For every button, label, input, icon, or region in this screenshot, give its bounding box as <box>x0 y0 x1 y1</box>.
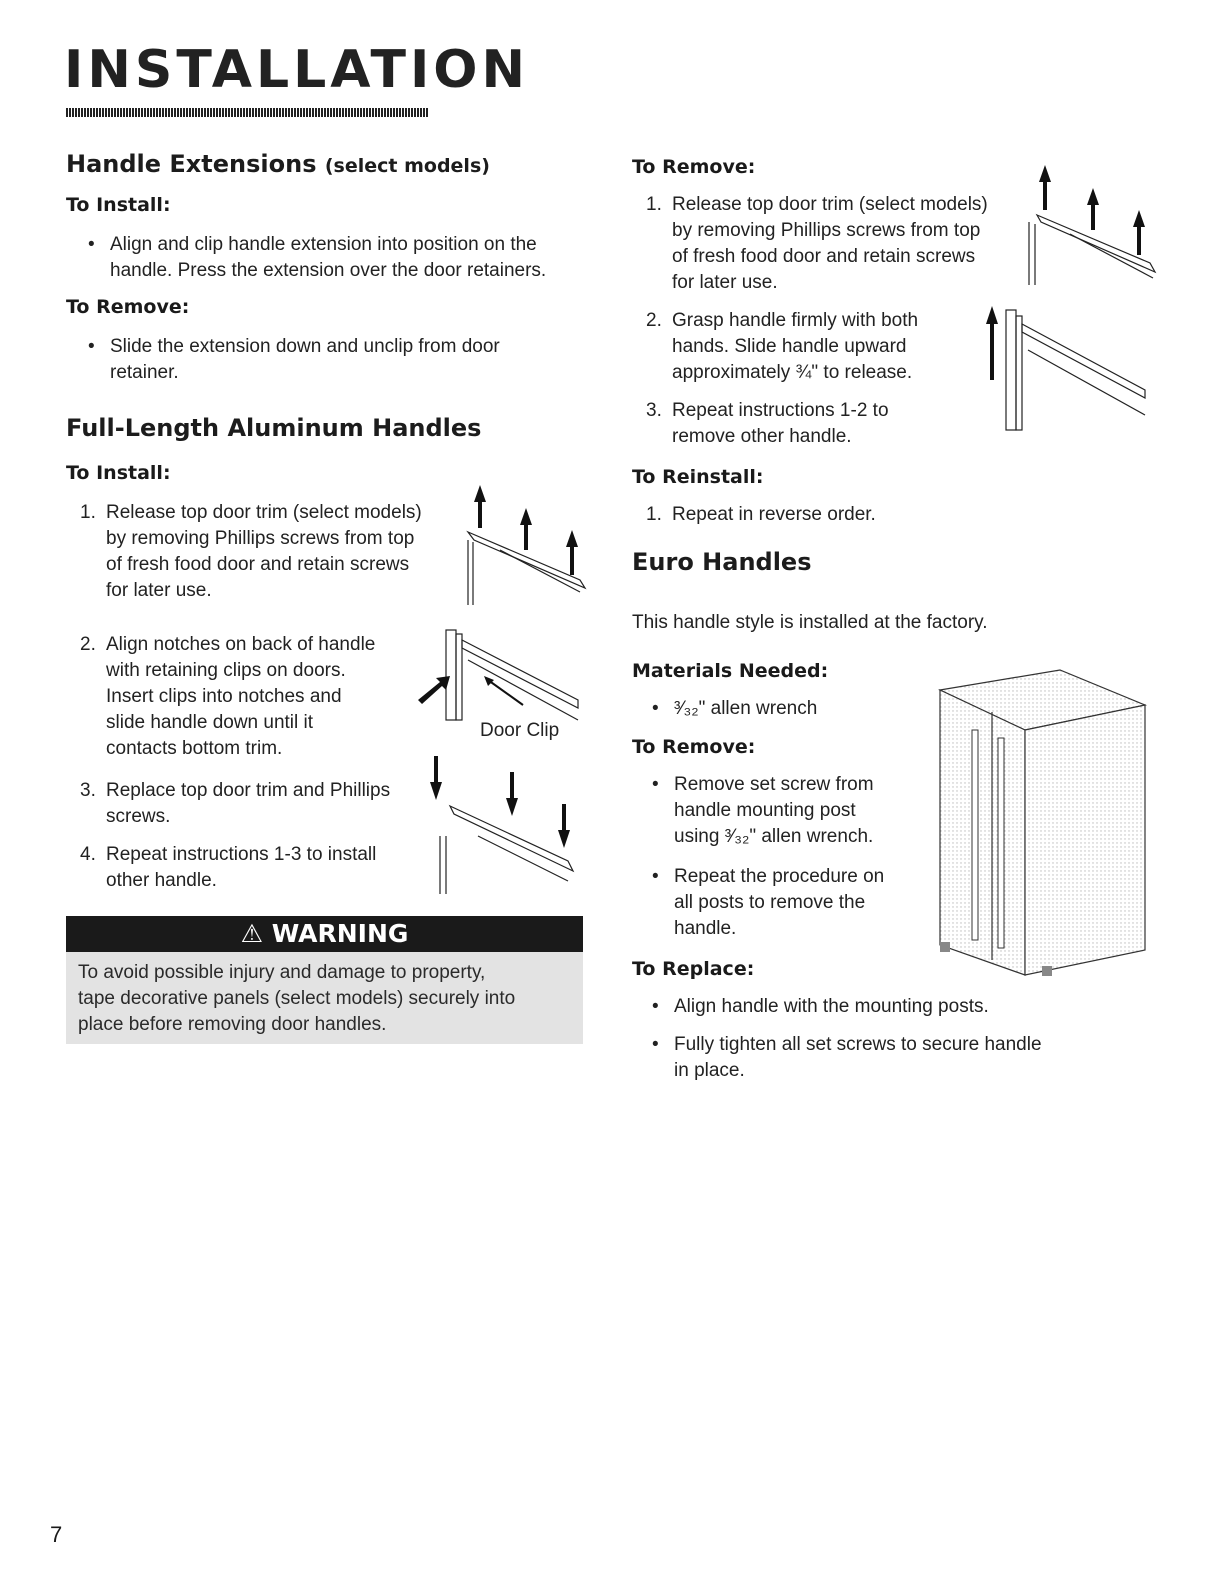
warning-triangle-icon: ⚠ <box>240 919 263 948</box>
title-underline <box>66 108 428 117</box>
materials-item: • ³⁄₃₂" allen wrench <box>652 698 818 719</box>
warning-banner: ⚠ WARNING <box>66 916 583 952</box>
install-step-1: 1. Release top door trim (select models) by removing Phillips screws from top of fresh food door and retain screws for later use. <box>80 502 422 601</box>
trim-replace-figure <box>418 756 588 896</box>
remove-bullet: • Slide the extension down and unclip from door retainer. <box>88 336 500 383</box>
to-remove-label: To Remove: <box>66 296 190 318</box>
euro-replace-bullet-2: • Fully tighten all set screws to secure handle in place. <box>652 1034 1042 1081</box>
to-install-label: To Install: <box>66 194 171 216</box>
remove-step-3: 3. Repeat instructions 1-2 to remove other handle. <box>646 400 889 447</box>
up-arrow-icon <box>986 306 998 380</box>
euro-replace-bullet-1: • Align handle with the mounting posts. <box>652 996 989 1017</box>
euro-intro: This handle style is installed at the factory. <box>632 612 988 633</box>
euro-handle <box>998 738 1004 948</box>
down-arrow-icon <box>430 756 442 800</box>
to-remove-label-right: To Remove: <box>632 156 756 178</box>
pointer-arrow-icon <box>484 676 494 686</box>
page-title: INSTALLATION <box>64 40 530 100</box>
install-step-2: 2. Align notches on back of handle with retaining clips on doors. Insert clips into notches and slide handle down until it contacts bottom trim. <box>80 634 376 759</box>
install-step-4: 4. Repeat instructions 1-3 to install other handle. <box>80 844 377 891</box>
euro-handle <box>972 730 978 940</box>
insert-arrow-icon <box>418 676 450 704</box>
reinstall-step: 1. Repeat in reverse order. <box>646 504 876 525</box>
euro-handles-heading: Euro Handles <box>632 548 812 576</box>
down-arrow-icon <box>558 804 570 848</box>
trim-removal-figure <box>440 480 590 610</box>
remove-step-1: 1. Release top door trim (select models) by removing Phillips screws from top of fresh food door and retain screws for later use. <box>646 194 988 293</box>
euro-remove-bullet-1: • Remove set screw from handle mounting post using ³⁄₃₂" allen wrench. <box>652 774 874 847</box>
to-remove-label-euro: To Remove: <box>632 736 756 758</box>
trim-removal-figure-right <box>1015 160 1165 290</box>
page-number: 7 <box>50 1522 63 1547</box>
remove-step-2: 2. Grasp handle firmly with both hands. Slide handle upward approximately ¾" to release. <box>646 310 919 383</box>
up-arrow-icon <box>1039 165 1051 210</box>
heading-qualifier: (select models) <box>324 155 490 177</box>
full-length-heading: Full-Length Aluminum Handles <box>66 414 482 442</box>
euro-remove-bullet-2: • Repeat the procedure on all posts to remove the handle. <box>652 866 885 939</box>
refrigerator-figure <box>920 650 1150 980</box>
handle-extensions-heading: Handle Extensions (select models) <box>66 150 490 178</box>
down-arrow-icon <box>506 772 518 816</box>
to-reinstall-label: To Reinstall: <box>632 466 764 488</box>
up-arrow-icon <box>520 508 532 550</box>
up-arrow-icon <box>566 530 578 575</box>
door-clip-figure <box>418 620 593 750</box>
to-replace-label: To Replace: <box>632 958 755 980</box>
materials-needed-label: Materials Needed: <box>632 660 829 682</box>
install-step-3: 3. Replace top door trim and Phillips screws. <box>80 780 391 827</box>
up-arrow-icon <box>474 485 486 528</box>
warning-text: To avoid possible injury and damage to property, tape decorative panels (select models) securely into place before removing door handles. <box>66 952 583 1044</box>
install-bullet: • Align and clip handle extension into position on the handle. Press the extension over the door retainers. <box>88 234 547 281</box>
to-install-label-2: To Install: <box>66 462 171 484</box>
up-arrow-icon <box>1087 188 1099 230</box>
door-clip-label: Door Clip <box>480 720 560 741</box>
handle-lift-figure <box>980 300 1155 440</box>
up-arrow-icon <box>1133 210 1145 255</box>
